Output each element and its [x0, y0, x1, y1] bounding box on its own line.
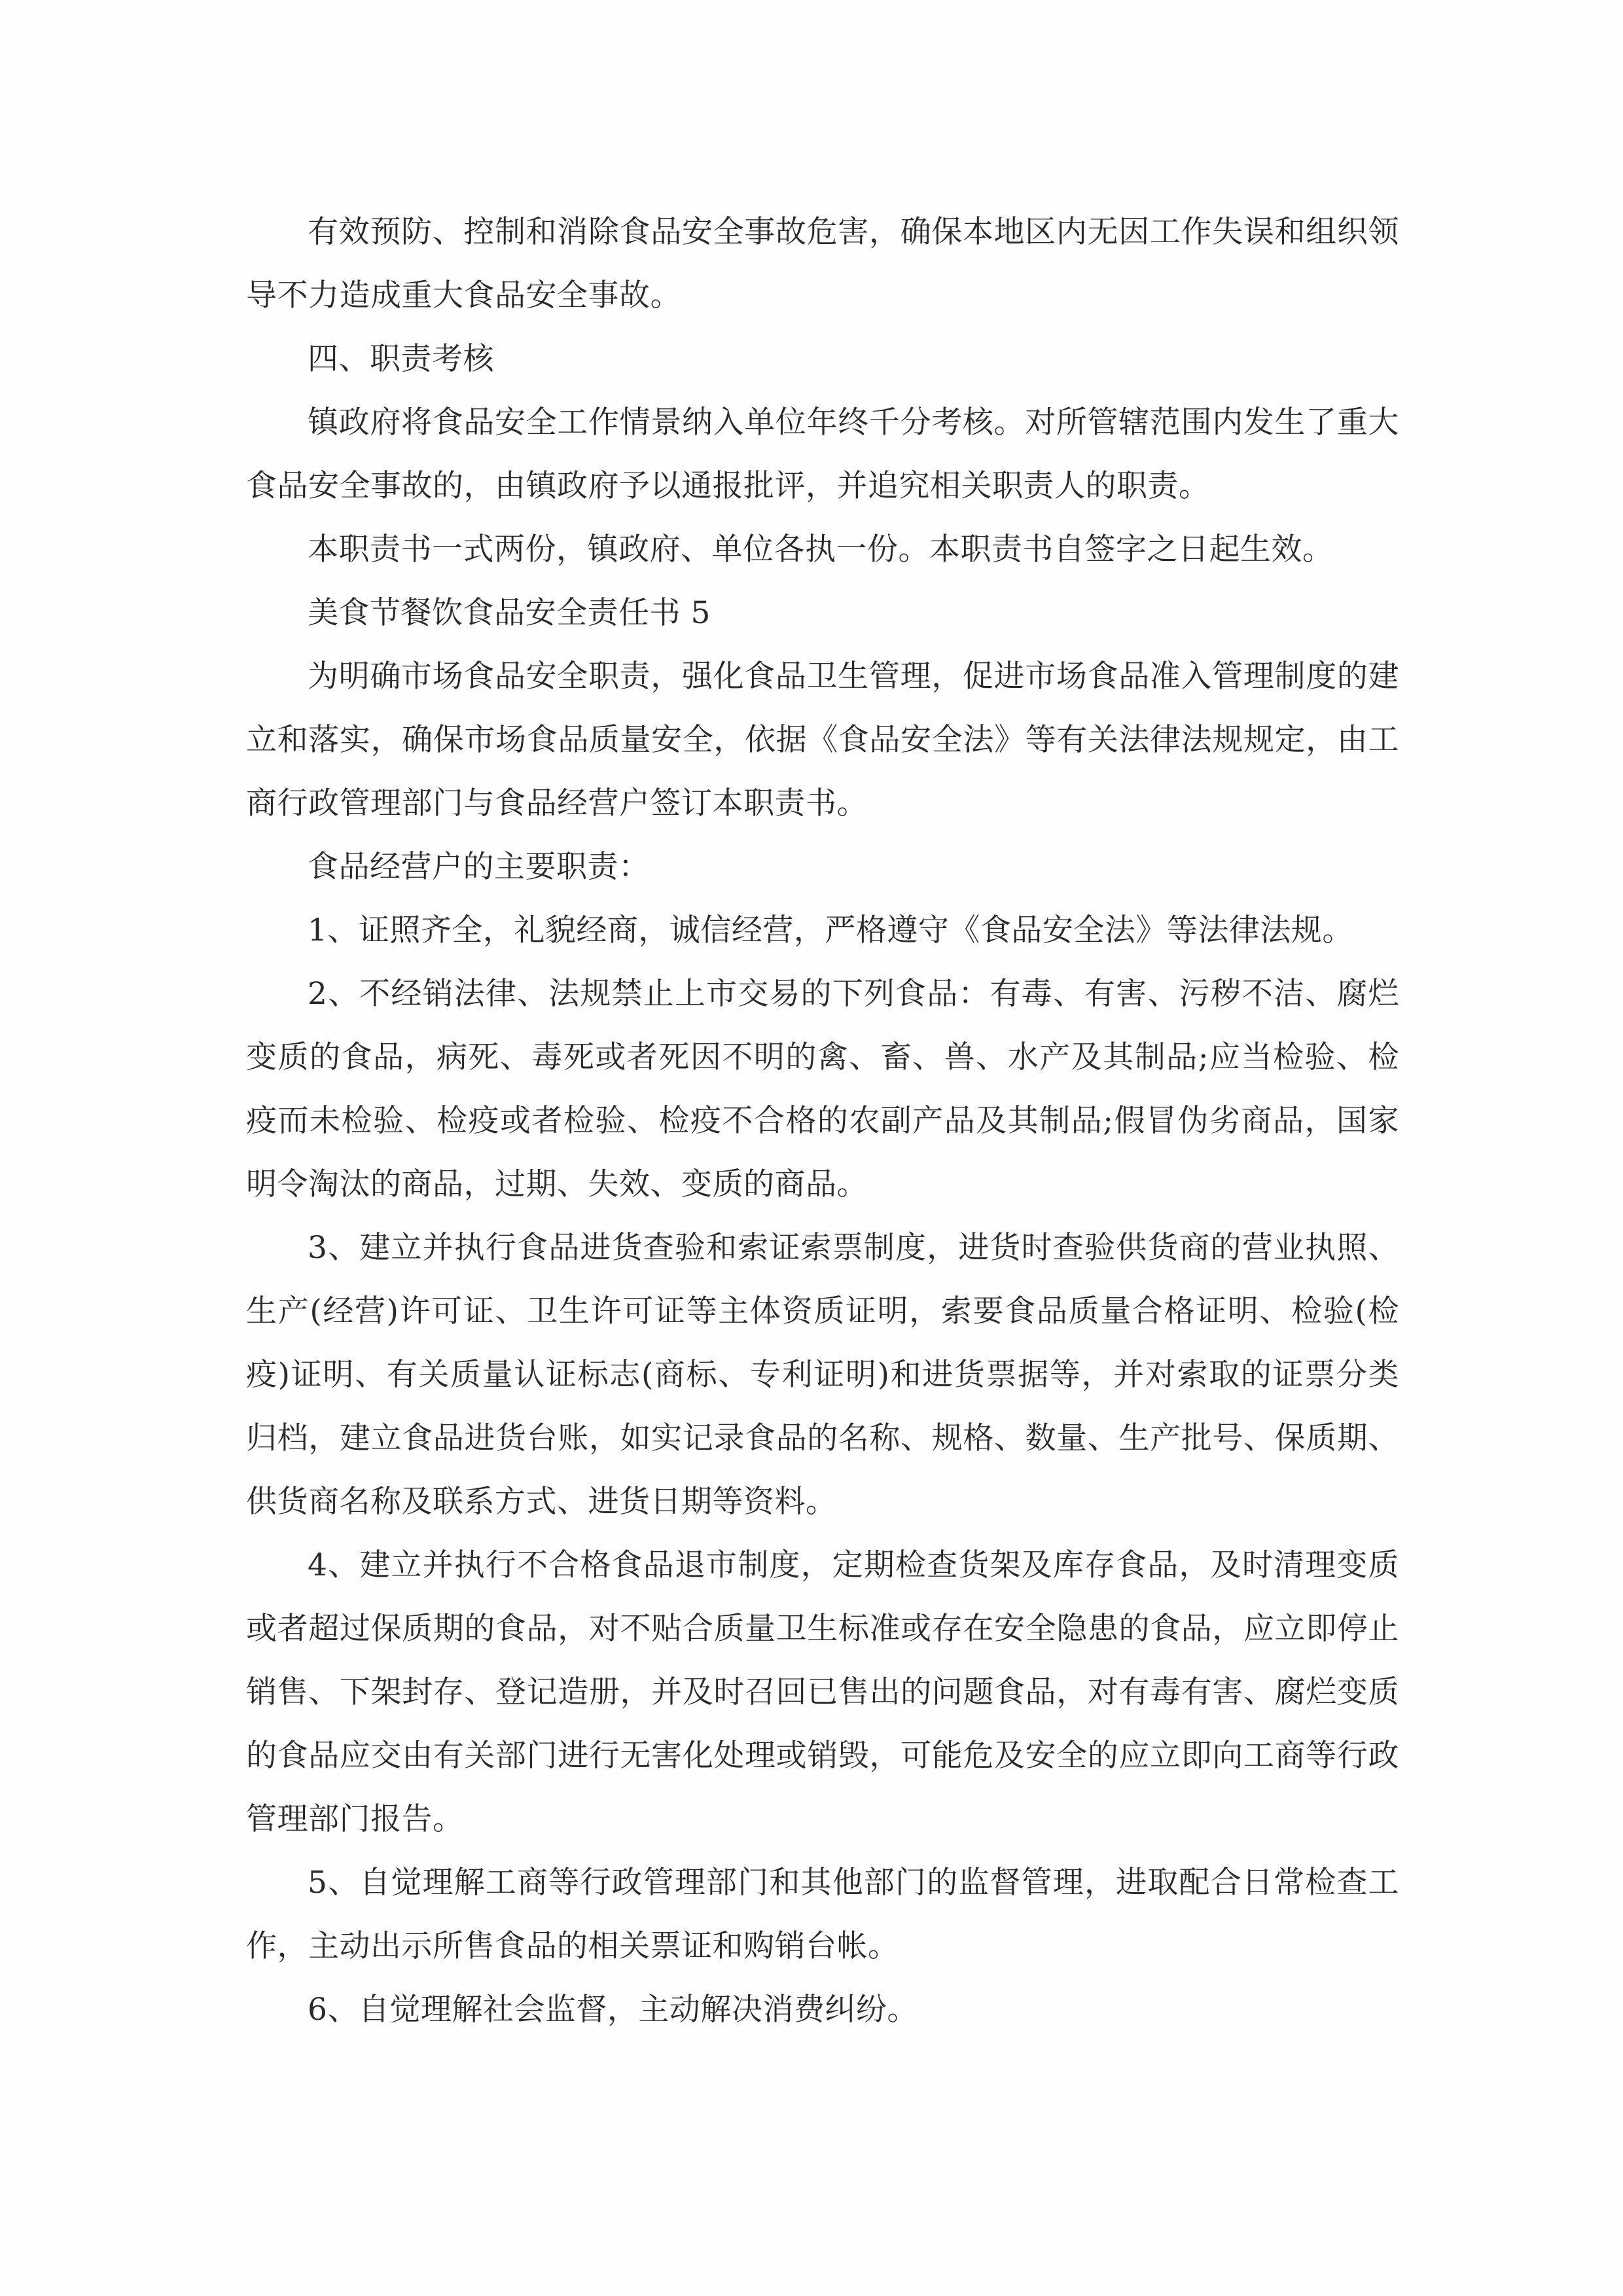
paragraph-accident-prevention: 有效预防、控制和消除食品安全事故危害，确保本地区内无因工作失误和组织领导不力造成重大食品安全事故。 — [246, 214, 1399, 314]
document-body — [246, 200, 1399, 2041]
heading-main-duties: 食品经营户的主要职责： — [308, 849, 650, 885]
duty-item-3: 3、建立并执行食品进货查验和索证索票制度，进货时查验供货商的营业执照、生产(经营)许可证、卫生许可证等主体资质证明，索要食品质量合格证明、检验(检疫)证明、有关质量认证标志(商标、专利证明)和进货票据等，并对索取的证票分类归档，建立食品进货台账，如实记录食品的名称、规格、数量、生产批号、保质期、供货商名称及联系方式、进货日期等资料。 — [246, 1230, 1399, 1520]
duty-item-2: 2、不经销法律、法规禁止上市交易的下列食品：有毒、有害、污秽不洁、腐烂变质的食品，病死、毒死或者死因不明的禽、畜、兽、水产及其制品;应当检验、检疫而未检验、检疫或者检验、检疫不合格的农副产品及其制品;假冒伪劣商品，国家明令淘汰的商品，过期、失效、变质的商品。 — [246, 976, 1399, 1202]
paragraph-assessment: 镇政府将食品安全工作情景纳入单位年终千分考核。对所管辖范围内发生了重大食品安全事故的，由镇政府予以通报批评，并追究相关职责人的职责。 — [246, 404, 1399, 504]
paragraph-copies-effective: 本职责书一式两份，镇政府、单位各执一份。本职责书自签字之日起生效。 — [308, 531, 1334, 567]
duty-item-5: 5、自觉理解工商等行政管理部门和其他部门的监督管理，进取配合日常检查工作，主动出示所售食品的相关票证和购销台帐。 — [246, 1865, 1399, 1964]
paragraph-purpose: 为明确市场食品安全职责，强化食品卫生管理，促进市场食品准入管理制度的建立和落实，确保市场食品质量安全，依据《食品安全法》等有关法律法规规定，由工商行政管理部门与食品经营户签订本职责书。 — [246, 658, 1399, 821]
duty-item-6: 6、自觉理解社会监督，主动解决消费纠纷。 — [308, 1992, 918, 2028]
section-heading-responsibility-assessment: 四、职责考核 — [308, 341, 494, 377]
duty-item-4: 4、建立并执行不合格食品退市制度，定期检查货架及库存食品，及时清理变质或者超过保质期的食品，对不贴合质量卫生标准或存在安全隐患的食品，应立即停止销售、下架封存、登记造册，并及时召回已售出的问题食品，对有毒有害、腐烂变质的食品应交由有关部门进行无害化处理或销毁，可能危及安全的应立即向工商等行政管理部门报告。 — [246, 1547, 1399, 1837]
document-title-5: 美食节餐饮食品安全责任书 5 — [308, 595, 711, 631]
duty-item-1: 1、证照齐全，礼貌经商，诚信经营，严格遵守《食品安全法》等法律法规。 — [308, 912, 1353, 948]
